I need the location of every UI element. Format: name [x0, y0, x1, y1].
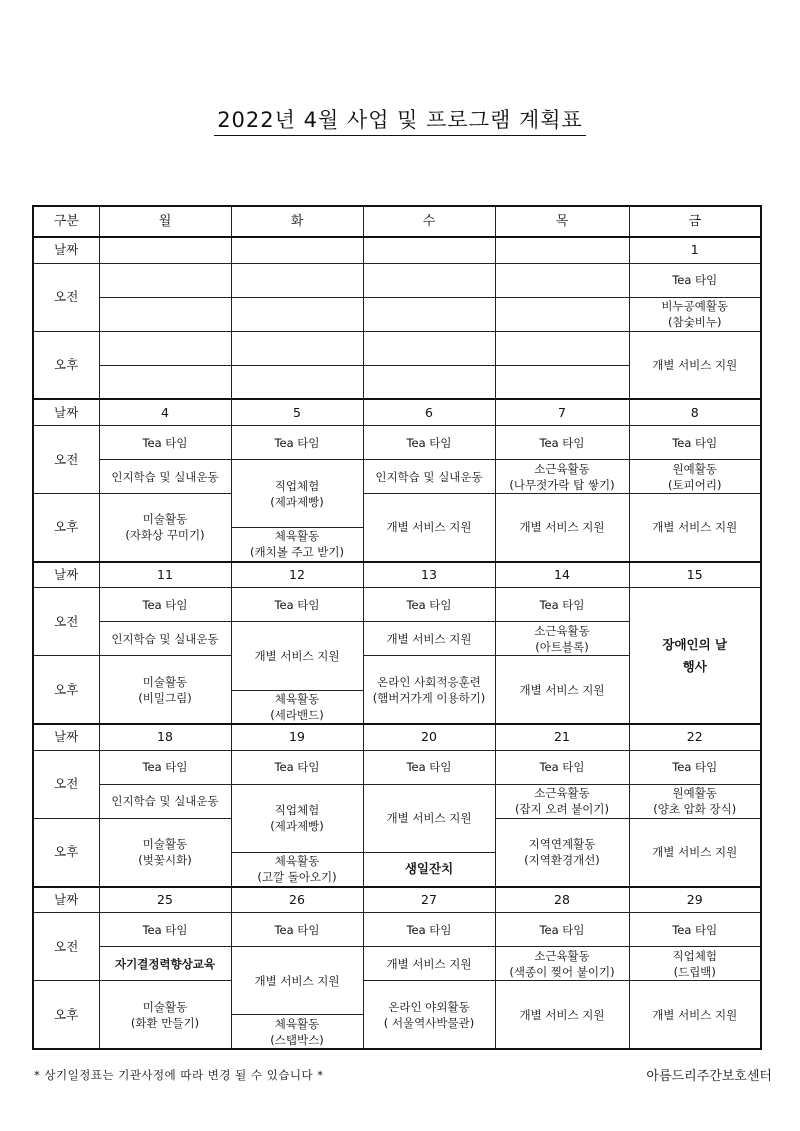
- week5-am-row-1: [33, 913, 761, 947]
- schedule-cell: [495, 365, 629, 399]
- schedule-cell: [231, 365, 363, 399]
- schedule-cell: 지역연계활동 (지역환경개선): [495, 818, 629, 886]
- date-cell: 14: [495, 562, 629, 588]
- schedule-cell: Tea 타임: [231, 750, 363, 784]
- schedule-cell: [99, 263, 231, 297]
- date-cell: 20: [363, 724, 495, 750]
- pm-label: 오후: [33, 331, 99, 399]
- date-cell: 21: [495, 724, 629, 750]
- date-cell: 6: [363, 399, 495, 425]
- am-label: 오전: [33, 425, 99, 493]
- week3-am-row-1: [33, 588, 761, 622]
- schedule-cell: 원예활동 (양초 압화 장식): [629, 784, 761, 818]
- date-cell: 13: [363, 562, 495, 588]
- date-cell: 26: [231, 887, 363, 913]
- schedule-cell: 원예활동 (토피어리): [629, 460, 761, 494]
- week2-am-row-1: [33, 425, 761, 459]
- pm-label: 오후: [33, 656, 99, 724]
- schedule-cell: 개별 서비스 지원: [629, 981, 761, 1049]
- schedule-cell: 개별 서비스 지원: [231, 622, 363, 690]
- header-day-wed: 수: [363, 206, 495, 237]
- header-day-fri: 금: [629, 206, 761, 237]
- date-label: 날짜: [33, 724, 99, 750]
- schedule-cell: Tea 타임: [363, 913, 495, 947]
- date-cell: [495, 237, 629, 263]
- schedule-cell: Tea 타임: [99, 588, 231, 622]
- week1-date-row: [33, 237, 761, 263]
- schedule-cell: 개별 서비스 지원: [231, 947, 363, 1015]
- date-cell: 25: [99, 887, 231, 913]
- week2-pm-row-1: [33, 494, 761, 528]
- schedule-cell: 인지학습 및 실내운동: [99, 460, 231, 494]
- schedule-cell: 개별 서비스 지원: [363, 947, 495, 981]
- date-cell: 15: [629, 562, 761, 588]
- schedule-cell: 소근육활동 (나무젓가락 탑 쌓기): [495, 460, 629, 494]
- schedule-cell: 개별 서비스 지원: [363, 494, 495, 562]
- week1-pm-row-1: [33, 331, 761, 365]
- page-title: [0, 104, 800, 134]
- schedule-cell: 체육활동 (캐치볼 주고 받기): [231, 528, 363, 562]
- week4-am-row-1: [33, 750, 761, 784]
- week2-am-row-2: [33, 460, 761, 494]
- schedule-cell: 소근육활동 (아트블록): [495, 622, 629, 656]
- date-cell: 18: [99, 724, 231, 750]
- pm-label: 오후: [33, 818, 99, 886]
- date-cell: 1: [629, 237, 761, 263]
- schedule-cell: 생일잔치: [363, 852, 495, 886]
- header-row: [33, 206, 761, 237]
- schedule-cell: Tea 타임: [495, 913, 629, 947]
- date-label: 날짜: [33, 237, 99, 263]
- date-cell: 22: [629, 724, 761, 750]
- schedule-cell: 소근육활동 (색종이 찢어 붙이기): [495, 947, 629, 981]
- schedule-cell: [99, 365, 231, 399]
- center-name: 아름드리주간보호센터: [646, 1069, 772, 1084]
- schedule-cell: 개별 서비스 지원: [629, 494, 761, 562]
- schedule-cell: Tea 타임: [495, 750, 629, 784]
- schedule-cell: [363, 365, 495, 399]
- schedule-cell: 직업체험 (제과제빵): [231, 784, 363, 852]
- schedule-cell: 개별 서비스 지원: [495, 656, 629, 724]
- schedule-cell: Tea 타임: [495, 588, 629, 622]
- header-day-thu: 목: [495, 206, 629, 237]
- week4-date-row: [33, 724, 761, 750]
- schedule-cell: [231, 331, 363, 365]
- schedule-cell: 소근육활동 (잡지 오려 붙이기): [495, 784, 629, 818]
- header-category: 구분: [33, 206, 99, 237]
- am-label: 오전: [33, 750, 99, 818]
- week5-pm-row-1: [33, 981, 761, 1015]
- date-cell: 8: [629, 399, 761, 425]
- week1-am-row-2: [33, 297, 761, 331]
- schedule-cell: Tea 타임: [629, 750, 761, 784]
- schedule-cell: [363, 263, 495, 297]
- pm-label: 오후: [33, 981, 99, 1049]
- schedule-cell: Tea 타임: [363, 750, 495, 784]
- schedule-table: [32, 205, 762, 1050]
- date-label: 날짜: [33, 887, 99, 913]
- schedule-cell: 체육활동 (고깔 돌아오기): [231, 852, 363, 886]
- schedule-cell: 미술활동 (화환 만들기): [99, 981, 231, 1049]
- schedule-cell: Tea 타임: [99, 750, 231, 784]
- week1-am-row-1: [33, 263, 761, 297]
- date-cell: 19: [231, 724, 363, 750]
- schedule-cell: Tea 타임: [363, 425, 495, 459]
- schedule-cell: 개별 서비스 지원: [629, 818, 761, 886]
- date-cell: [363, 237, 495, 263]
- date-cell: 5: [231, 399, 363, 425]
- schedule-cell: [363, 331, 495, 365]
- schedule-cell: 미술활동 (벚꽃시화): [99, 818, 231, 886]
- week5-am-row-2: [33, 947, 761, 981]
- schedule-cell: 자기결정력향상교육: [99, 947, 231, 981]
- date-cell: 29: [629, 887, 761, 913]
- schedule-cell: Tea 타임: [231, 588, 363, 622]
- am-label: 오전: [33, 913, 99, 981]
- schedule-cell: 개별 서비스 지원: [363, 784, 495, 852]
- schedule-cell: 개별 서비스 지원: [495, 981, 629, 1049]
- am-label: 오전: [33, 263, 99, 331]
- date-cell: 7: [495, 399, 629, 425]
- schedule-cell: 비누공예활동 (참숯비누): [629, 297, 761, 331]
- schedule-cell: Tea 타임: [363, 588, 495, 622]
- schedule-cell: Tea 타임: [629, 913, 761, 947]
- schedule-cell: 인지학습 및 실내운동: [99, 622, 231, 656]
- schedule-cell: [363, 297, 495, 331]
- schedule-cell: [99, 331, 231, 365]
- schedule-cell: [99, 297, 231, 331]
- schedule-cell: [495, 331, 629, 365]
- week3-date-row: [33, 562, 761, 588]
- schedule-cell: Tea 타임: [629, 425, 761, 459]
- schedule-cell: 미술활동 (비밀그림): [99, 656, 231, 724]
- schedule-cell: 인지학습 및 실내운동: [99, 784, 231, 818]
- schedule-cell: [495, 263, 629, 297]
- header-day-mon: 월: [99, 206, 231, 237]
- pm-label: 오후: [33, 494, 99, 562]
- date-label: 날짜: [33, 562, 99, 588]
- schedule-cell: 개별 서비스 지원: [363, 622, 495, 656]
- date-cell: [99, 237, 231, 263]
- date-cell: [231, 237, 363, 263]
- week4-am-row-2: [33, 784, 761, 818]
- am-label: 오전: [33, 588, 99, 656]
- schedule-cell: [231, 263, 363, 297]
- schedule-cell: 미술활동 (자화상 꾸미기): [99, 494, 231, 562]
- schedule-cell: Tea 타임: [231, 425, 363, 459]
- date-cell: 28: [495, 887, 629, 913]
- title-text: 2022년 4월 사업 및 프로그램 계획표: [214, 108, 586, 136]
- schedule-cell: [495, 297, 629, 331]
- schedule-cell: 직업체험 (제과제빵): [231, 460, 363, 528]
- date-cell: 11: [99, 562, 231, 588]
- schedule-cell: 온라인 사회적응훈련 (햄버거가게 이용하기): [363, 656, 495, 724]
- footer-note: * 상기일정표는 기관사정에 따라 변경 될 수 있습니다 *: [34, 1068, 324, 1082]
- schedule-cell: Tea 타임: [231, 913, 363, 947]
- schedule-cell: 인지학습 및 실내운동: [363, 460, 495, 494]
- schedule-cell: 개별 서비스 지원: [629, 331, 761, 399]
- date-cell: 12: [231, 562, 363, 588]
- schedule-cell: 온라인 야외활동 ( 서울역사박물관): [363, 981, 495, 1049]
- header-day-tue: 화: [231, 206, 363, 237]
- date-label: 날짜: [33, 399, 99, 425]
- week5-date-row: [33, 887, 761, 913]
- schedule-cell: 직업체험 (드립백): [629, 947, 761, 981]
- date-cell: 4: [99, 399, 231, 425]
- schedule-cell: Tea 타임: [99, 913, 231, 947]
- schedule-cell: 체육활동 (세라밴드): [231, 690, 363, 724]
- event-cell: 장애인의 날 행사: [629, 588, 761, 724]
- date-cell: 27: [363, 887, 495, 913]
- schedule-cell: 체육활동 (스탭박스): [231, 1015, 363, 1049]
- schedule-cell: Tea 타임: [629, 263, 761, 297]
- schedule-cell: 개별 서비스 지원: [495, 494, 629, 562]
- schedule-cell: Tea 타임: [99, 425, 231, 459]
- schedule-cell: Tea 타임: [495, 425, 629, 459]
- week2-date-row: [33, 399, 761, 425]
- schedule-cell: [231, 297, 363, 331]
